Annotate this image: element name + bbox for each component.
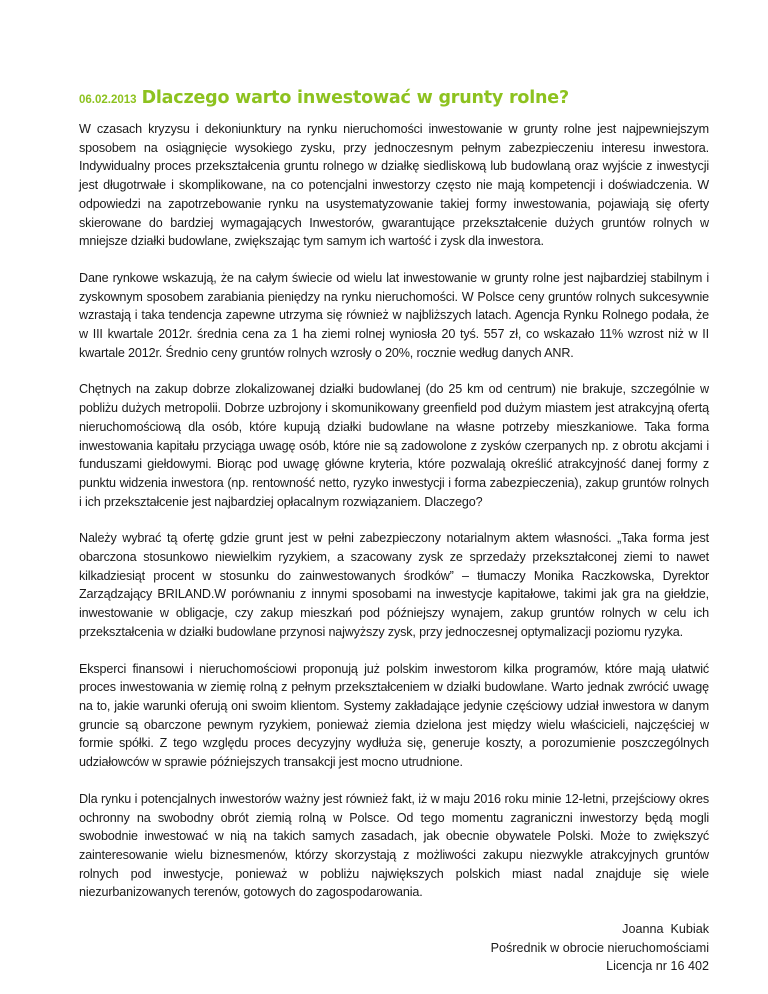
signature-name: Joanna Kubiak [622,922,709,937]
paragraph-notarial-deed: Należy wybrać tą ofertę gdzie grunt jest w pełni zabezpieczony notarialnym aktem własności. „Taka forma jest obarczona stosunkowo niewielkim ryzykiem, a szacowany zysk ze sprzedaży przekształconej ziemi to nawet kilkadziesiąt procent w stosunku do zainwestowanych środków” – tłumaczy Monika Raczkowska, Dyrektor Zarządzający BRILAND.W porównaniu z innymi sposobami na inwestycje kapitałowe, takimi jak gra na giełdzie, inwestowanie w obligacje, czy zakup mieszkań pod późniejszy wynajem, zakup gruntów rolnych w celu ich przekształcenia w działki budowlane przynosi najwyższy zysk, przy jednoczesnej optymalizacji poziomu ryzyka. [79,531,709,639]
paragraph-market-data: Dane rynkowe wskazują, że na całym świecie od wielu lat inwestowanie w grunty rolne jest najbardziej stabilnym i zyskownym sposobem zarabiania pieniędzy na rynku nieruchomości. W Polsce ceny gruntów rolnych sukcesywnie wzrastają i taka tendencja zapewne utrzyma się również w najbliższych latach. Agencja Rynku Rolnego podała, że w III kwartale 2012r. średnia cena za 1 ha ziemi rolnej wyniosła 20 tyś. 557 zł, co wskazało 11% wzrost niż w II kwartale 2012r. Średnio ceny gruntów rolnych wzrosły o 20%, rocznie według danych ANR. [79,270,709,360]
paragraph-foreign-investors: Dla rynku i potencjalnych inwestorów ważny jest również fakt, iż w maju 2016 roku minie 12-letni, przejściowy okres ochronny na swobodny obrót ziemią rolną w Polsce. Od tego momentu zagraniczni inwestorzy będą mogli swobodnie inwestować w nią na takich samych zasadach, jak obecnie obywatele Polski. Może to zwiększyć zainteresowanie wielu biznesmenów, którzy skorzystają z możliwości zakupu niezwykle atrakcyjnych gruntów rolnych pod inwestycje, ponieważ w pobliżu największych polskich miast nadal znajduje się wiele niezurbanizowanych terenów, gotowych do zagospodarowania. [79,791,709,900]
article-title: Dlaczego warto inwestować w grunty rolne? [141,88,569,108]
paragraph-experts: Eksperci finansowi i nieruchomościowi proponują już polskim inwestorom kilka programów, które mają ułatwić proces inwestowania w ziemię rolną z pełnym przekształceniem w działki budowlane. Warto jednak zwrócić uwagę na to, jakie warunki oferują oni swoim klientom. Systemy zakładające jedynie częściowy udział inwestora w danym gruncie są obarczone pewnym ryzykiem, ponieważ ziemia dzielona jest między wielu właścicieli, najczęściej w formie spółki. Z tego względu proces decyzyjny wydłuża się, generuje koszty, a porozumienie poszczególnych udziałowców w sprawie późniejszych transakcji jest mocno utrudnione. [79,661,709,770]
paragraph-building-plots: Chętnych na zakup dobrze zlokalizowanej działki budowlanej (do 25 km od centrum) nie brakuje, szczególnie w pobliżu dużych metropolii. Dobrze uzbrojony i skomunikowany greenfield pod dużym miastem jest atrakcyjną ofertą nieruchomościową dla osób, które kupują działki budowlane na własne potrzeby mieszkaniowe. Taka forma inwestowania kapitału przyciąga uwagę osób, które nie są zadowolone z zysków czerpanych np. z obrotu akcjami i funduszami giełdowymi. Biorąc pod uwagę główne kryteria, które pozwalają określić atrakcyjność danej formy z punktu widzenia inwestora (np. rentowność netto, ryzyko inwestycji i forma zabezpieczenia), zakup gruntów rolnych i ich przekształcenie jest najbardziej opłacalnym rozwiązaniem. Dlaczego? [79,382,709,509]
document-page [79,88,709,976]
article-date: 06.02.2013 [79,94,137,106]
article-header [79,88,709,108]
signature-role: Pośrednik w obrocie nieruchomościami [490,940,709,955]
signature-license: Licencja nr 16 402 [606,959,709,974]
paragraph-intro: W czasach kryzysu i dekoniunktury na rynku nieruchomości inwestowanie w grunty rolne jest najpewniejszym sposobem na osiągnięcie wysokiego zysku, przy jednoczesnym pełnym zabezpieczeniu interesu inwestora. Indywidualny proces przekształcenia gruntu rolnego w działkę siedliskową lub budowlaną oraz wyjście z inwestycji jest długotrwałe i skomplikowane, na co potencjalni inwestorzy często nie mają kompetencji i doświadczenia. W odpowiedzi na zapotrzebowanie rynku na usystematyzowanie takiej formy inwestowania, pojawiają się oferty skierowane do bardziej wymagających Inwestorów, gwarantujące przekształcenie dużych gruntów rolnych w mniejsze działki budowlane, zwiększając tym samym ich wartość i zysk dla inwestora. [79,122,709,249]
signature-block [79,920,709,976]
